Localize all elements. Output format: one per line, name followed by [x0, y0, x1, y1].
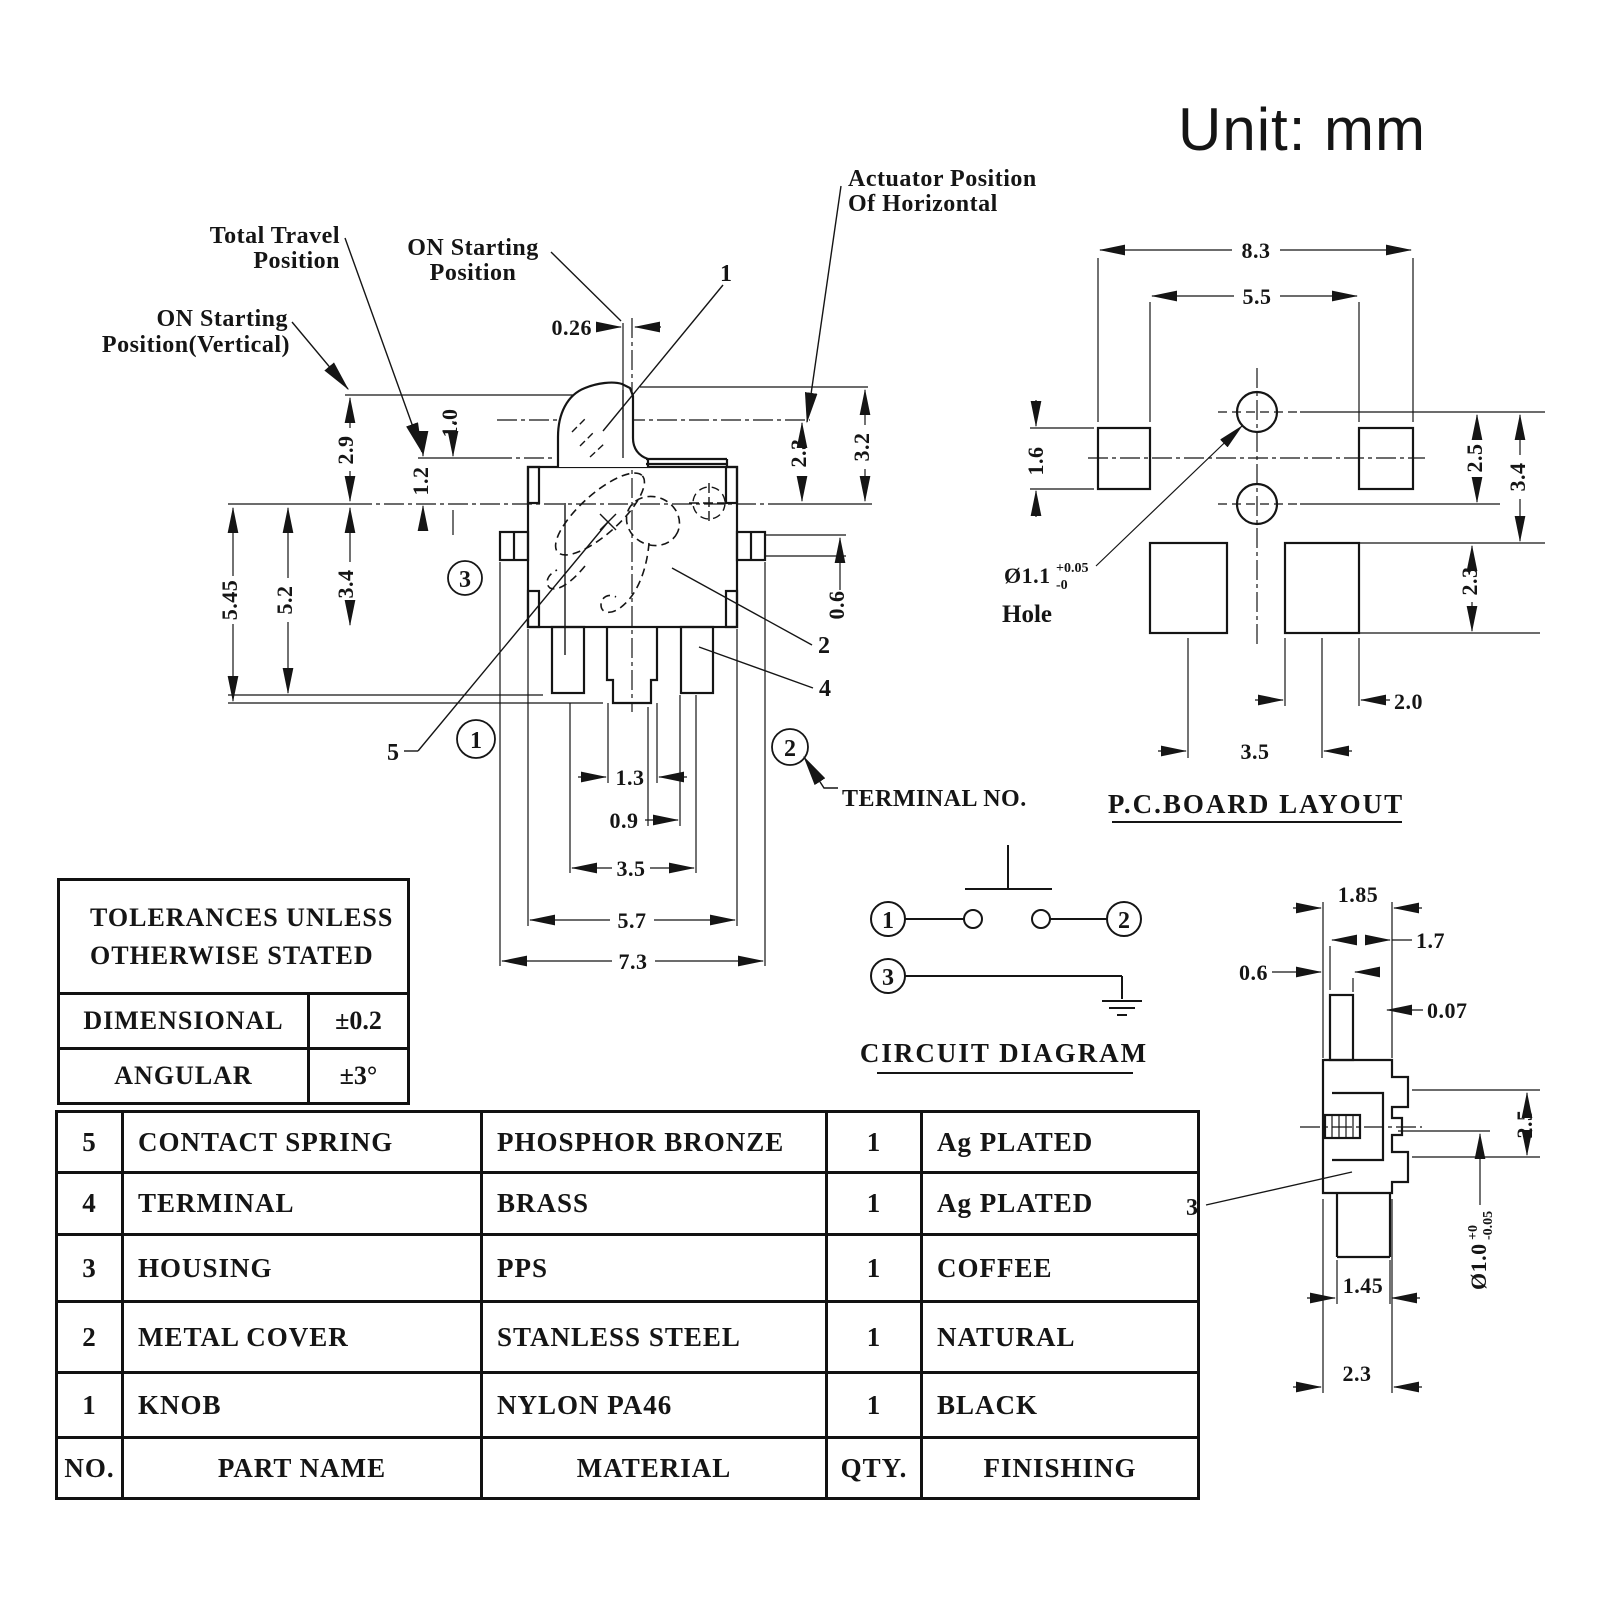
table-row [57, 1373, 1199, 1438]
tolerance-table [57, 878, 410, 1105]
tolerance-row-label: DIMENSIONAL [60, 995, 310, 1047]
dim-5-7-text: 5.7 [617, 908, 647, 933]
pcb-hole-tol-plus: +0.05 [1056, 561, 1089, 576]
parts-table [55, 1110, 1200, 1500]
table-row [57, 1173, 1199, 1235]
part-material: STANLESS STEEL [482, 1302, 827, 1373]
circuit-terminal-2: 2 [1118, 908, 1130, 934]
pcb-hole-tol-minus: -0 [1056, 578, 1068, 593]
part-name: CONTACT SPRING [123, 1112, 482, 1173]
dim-3-4-text: 3.4 [333, 569, 358, 599]
part-qty: 1 [827, 1302, 922, 1373]
pcb-dim-8-3: 8.3 [1241, 238, 1271, 263]
label-actuator-2: Of Horizontal [848, 191, 998, 217]
circuit-terminal-3: 3 [882, 965, 894, 991]
pcb-dim-2-5: 2.5 [1462, 443, 1487, 473]
side-shaft-tol-minus: -0.05 [1481, 1210, 1496, 1240]
part-qty: 1 [827, 1373, 922, 1438]
pcb-hole-dia: Ø1.1 [1004, 563, 1051, 588]
part-material: PPS [482, 1235, 827, 1302]
side-view [1186, 882, 1540, 1393]
pcb-dim-3-5: 3.5 [1240, 739, 1270, 764]
part-ref-spring: 5 [387, 740, 399, 766]
reference-lines [228, 387, 872, 703]
header-part-name: PART NAME [123, 1438, 482, 1499]
part-material: NYLON PA46 [482, 1373, 827, 1438]
tolerance-table-header [60, 881, 407, 995]
part-material: PHOSPHOR BRONZE [482, 1112, 827, 1173]
centerlines [352, 318, 810, 712]
part-no: 4 [57, 1173, 123, 1235]
dim-1-0-text: 1.0 [437, 408, 462, 438]
pcb-hole-label: Hole [1002, 601, 1052, 628]
part-ref-terminal: 4 [819, 676, 831, 702]
tolerance-row-angular [60, 1047, 407, 1102]
side-shaft-tol-plus: +0 [1466, 1225, 1481, 1240]
part-finishing: COFFEE [922, 1235, 1199, 1302]
dim-5-2-text: 5.2 [272, 585, 297, 615]
label-total-travel-2: Position [253, 248, 340, 274]
table-row [57, 1302, 1199, 1373]
part-qty: 1 [827, 1112, 922, 1173]
tolerance-header-line2: OTHERWISE STATED [90, 940, 374, 970]
dim-7-3-text: 7.3 [618, 949, 648, 974]
label-terminal-no: TERMINAL NO. [842, 786, 1027, 812]
pcb-layout-view [1002, 238, 1545, 822]
dim-3-5-text: 3.5 [616, 856, 646, 881]
part-finishing: Ag PLATED [922, 1173, 1199, 1235]
side-shaft-dia: Ø1.0 [1466, 1243, 1491, 1290]
dim-5-45-text: 5.45 [217, 579, 242, 621]
part-ref-cover: 2 [818, 633, 830, 659]
pcb-dim-1-6: 1.6 [1023, 446, 1048, 476]
part-name: HOUSING [123, 1235, 482, 1302]
part-material: BRASS [482, 1173, 827, 1235]
side-dim-0-07: 0.07 [1427, 998, 1468, 1023]
circuit-diagram [860, 845, 1148, 1073]
part-name: KNOB [123, 1373, 482, 1438]
dim-0-6-text: 0.6 [824, 590, 849, 620]
label-on-starting-vertical-1: ON Starting [156, 306, 288, 332]
dim-1-2-text: 1.2 [408, 466, 433, 496]
label-on-starting-1: ON Starting [407, 235, 539, 261]
part-finishing: BLACK [922, 1373, 1199, 1438]
part-no: 3 [57, 1235, 123, 1302]
part-qty: 1 [827, 1235, 922, 1302]
contact-spring [544, 461, 687, 612]
knob [558, 383, 727, 467]
label-on-starting-vertical-2: Position(Vertical) [101, 332, 290, 358]
terminal-ref-2: 2 [784, 736, 796, 762]
side-dim-1-85: 1.85 [1337, 882, 1379, 907]
circuit-title: CIRCUIT DIAGRAM [859, 1038, 1149, 1068]
header-no: NO. [57, 1438, 123, 1499]
dim-3-2-text: 3.2 [849, 432, 874, 462]
table-header-row [57, 1438, 1199, 1499]
tolerance-row-label: ANGULAR [60, 1050, 310, 1102]
pcb-dims [1030, 250, 1545, 758]
tolerance-row-dimensional [60, 995, 407, 1047]
pcb-centerlines [1088, 368, 1425, 648]
table-row [57, 1235, 1199, 1302]
header-material: MATERIAL [482, 1438, 827, 1499]
part-name: TERMINAL [123, 1173, 482, 1235]
label-total-travel-1: Total Travel [209, 223, 340, 249]
part-no: 1 [57, 1373, 123, 1438]
pcb-dim-2-0: 2.0 [1394, 689, 1423, 714]
terminal-ref-3: 3 [459, 567, 471, 593]
side-dim-2-3: 2.3 [1342, 1361, 1372, 1386]
tolerance-row-value: ±3° [339, 1061, 378, 1090]
label-actuator-1: Actuator Position [848, 166, 1037, 192]
part-ref-knob: 1 [720, 261, 732, 287]
part-no: 2 [57, 1302, 123, 1373]
terminal-ref-1: 1 [470, 728, 482, 754]
label-on-starting-2: Position [429, 260, 517, 286]
table-row [57, 1112, 1199, 1173]
part-finishing: Ag PLATED [922, 1112, 1199, 1173]
dim-2-9-text: 2.9 [333, 435, 358, 465]
unit-label: Unit: mm [1178, 96, 1426, 163]
side-dim-2-5: 2.5 [1512, 1109, 1537, 1139]
dim-2-3-text: 2.3 [786, 438, 811, 468]
side-dim-0-6: 0.6 [1239, 960, 1268, 985]
pcb-pads [1098, 392, 1413, 633]
side-dim-1-45: 1.45 [1342, 1273, 1384, 1298]
side-part-ref-3: 3 [1186, 1195, 1198, 1221]
label-leaders [292, 186, 841, 788]
terminal-circles [448, 561, 808, 765]
tolerance-row-value: ±0.2 [335, 1006, 382, 1035]
tolerance-header-line1: TOLERANCES UNLESS [90, 902, 394, 932]
actuator-position-marker [689, 483, 729, 523]
pcb-dim-2-3: 2.3 [1457, 566, 1482, 596]
circuit-terminal-1: 1 [882, 908, 894, 934]
part-name: METAL COVER [123, 1302, 482, 1373]
part-qty: 1 [827, 1173, 922, 1235]
header-qty: QTY. [827, 1438, 922, 1499]
pcb-dim-3-4: 3.4 [1505, 462, 1530, 492]
side-dim-1-7: 1.7 [1416, 928, 1445, 953]
dim-0-9-text: 0.9 [609, 808, 639, 833]
dim-1-3-text: 1.3 [615, 765, 645, 790]
part-no: 5 [57, 1112, 123, 1173]
side-profile [1323, 995, 1408, 1257]
header-finishing: FINISHING [922, 1438, 1199, 1499]
dims-right [802, 390, 865, 590]
side-shaft-dia-group [1466, 1211, 1496, 1290]
dim-0-26-text: 0.26 [551, 315, 592, 340]
part-finishing: NATURAL [922, 1302, 1199, 1373]
front-view [102, 166, 1037, 974]
pcb-title: P.C.BOARD LAYOUT [1107, 789, 1405, 819]
pcb-dim-5-5: 5.5 [1242, 284, 1272, 309]
